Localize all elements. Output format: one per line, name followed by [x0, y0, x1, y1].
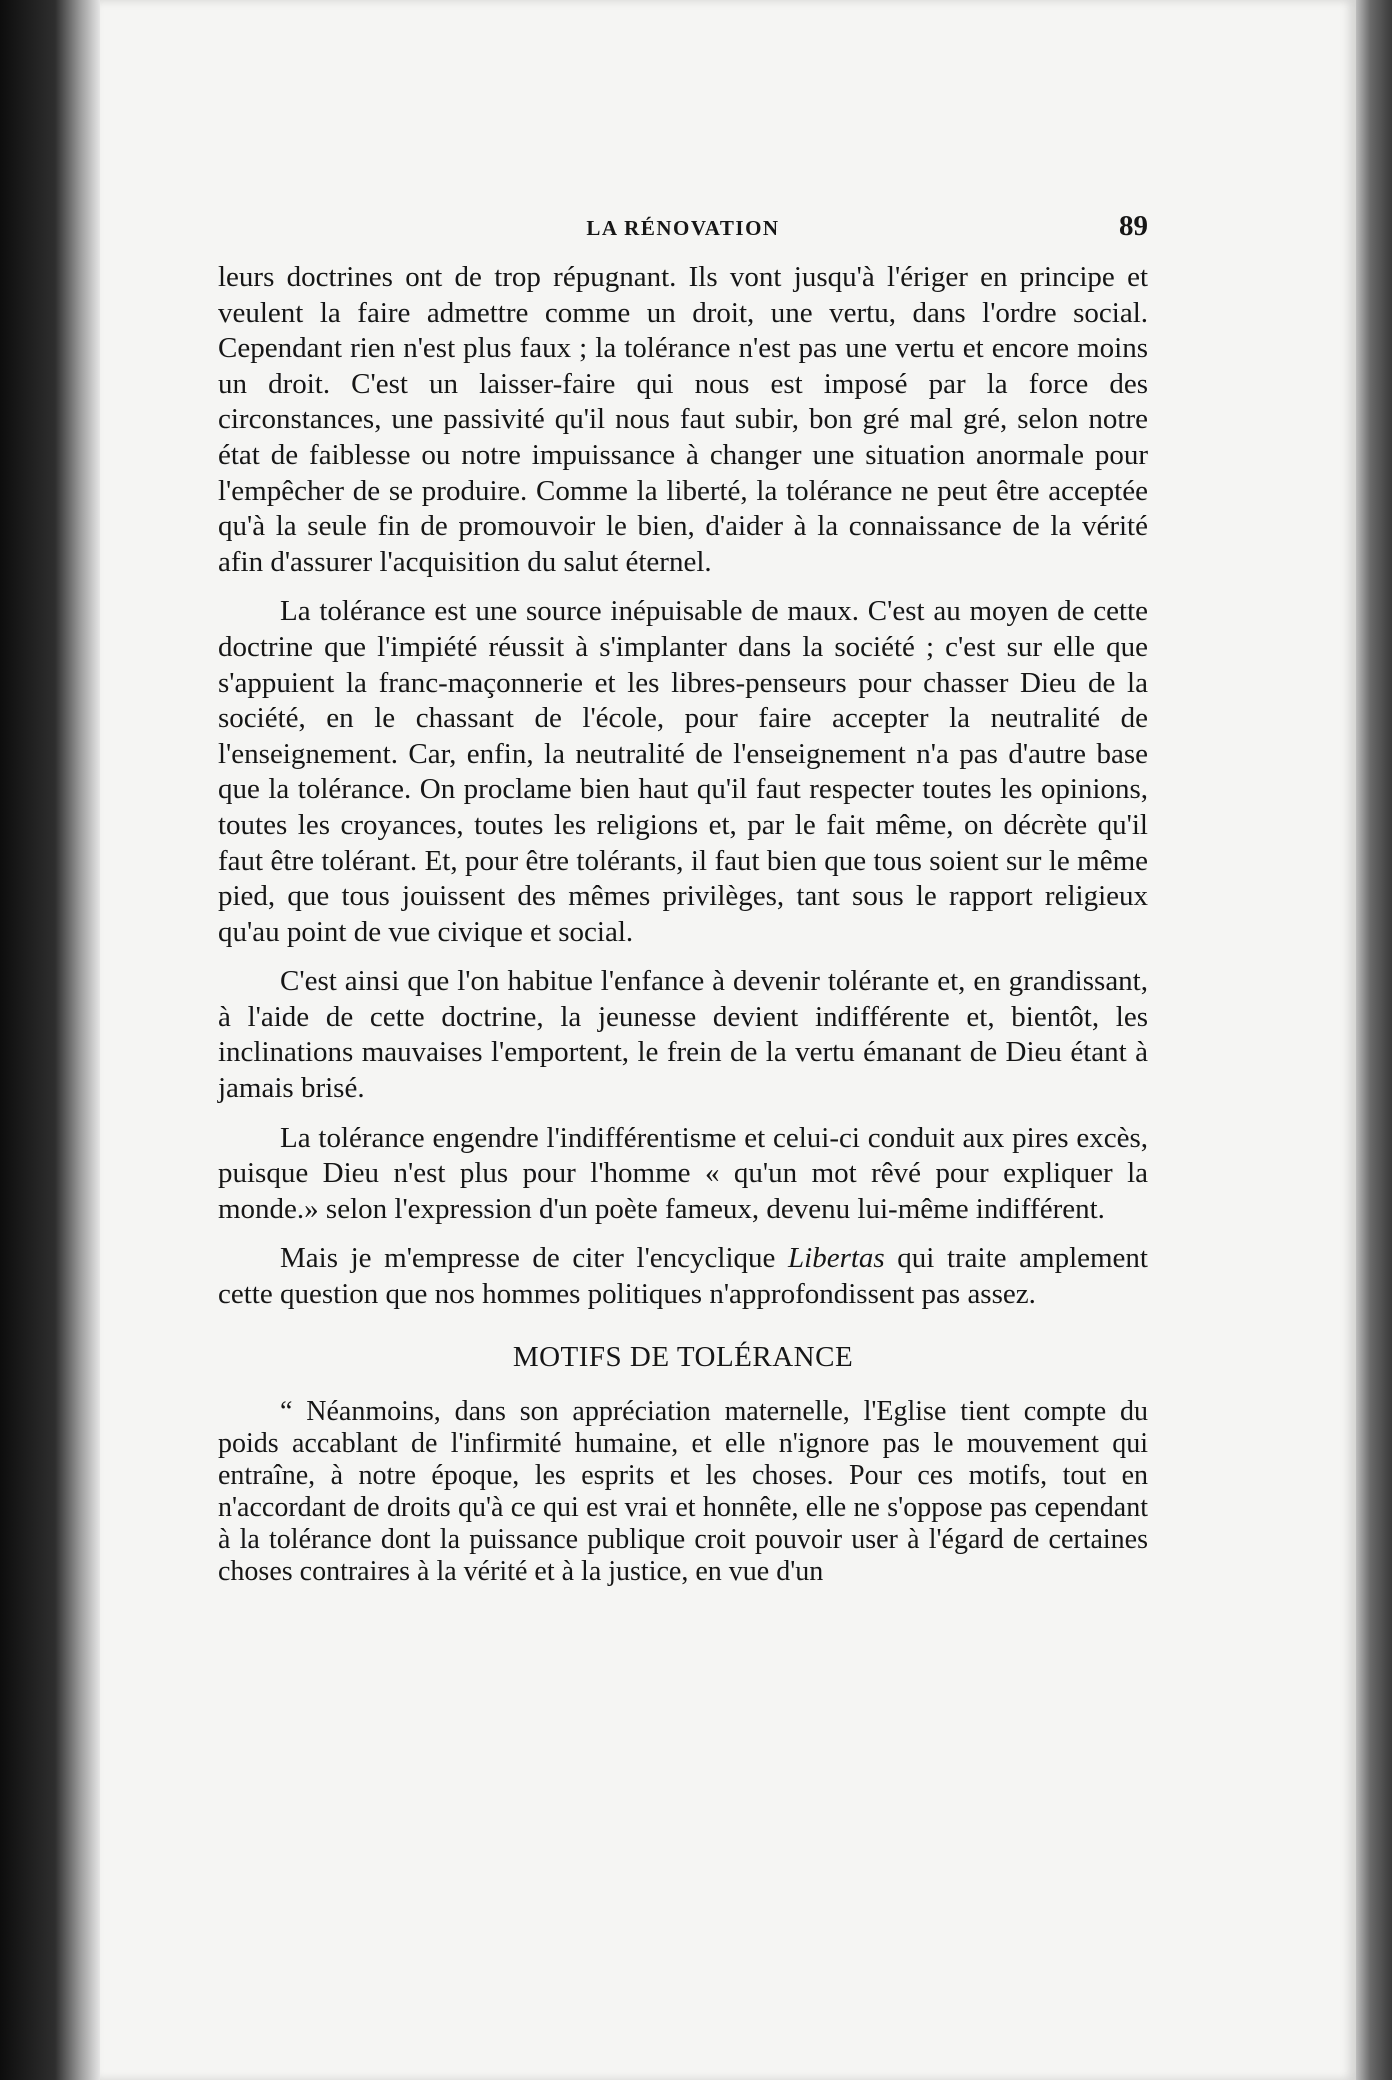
- paragraph-1: leurs doctrines ont de trop répugnant. Ils vont jusqu'à l'ériger en principe et veulent la faire admettre comme un droit, une vertu, dans l'ordre social. Cependant rien n'est plus faux ; la tolérance n'est pas une vertu et encore moins un droit. C'est un laisser-faire qui nous est imposé par la force des circonstances, une passivité qu'il nous faut subir, bon gré mal gré, selon notre état de faiblesse ou notre impuissance à changer une situation anormale pour l'empêcher de se produire. Comme la liberté, la tolérance ne peut être acceptée qu'à la seule fin de promouvoir le bien, d'aider à la connaissance de la vérité afin d'assurer l'acquisition du salut éternel.: [218, 261, 1148, 578]
- text-block: [218, 208, 1148, 1588]
- left-page-edge: [0, 0, 100, 2080]
- running-title: LA RÉNOVATION: [586, 216, 780, 240]
- page-number: 89: [1119, 210, 1148, 242]
- paragraph-2: La tolérance est une source inépuisable de maux. C'est au moyen de cette doctrine que l'impiété réussit à s'implanter dans la société ; c'est sur elle que s'appuient la franc-maçonnerie et les libres-penseurs pour chasser Dieu de la société, en le chassant de l'école, pour faire accepter la neutralité de l'enseignement. Car, enfin, la neutralité de l'enseignement n'a pas d'autre base que la tolérance. On proclame bien haut qu'il faut respecter toutes les opinions, toutes les croyances, toutes les religions et, par le fait même, on décrète qu'il faut être tolérant. Et, pour être tolérants, il faut bien que tous soient sur le même pied, que tous jouissent des mêmes privilèges, tant sous le rapport religieux qu'au point de vue civique et social.: [218, 595, 1148, 948]
- section-heading: MOTIFS DE TOLÉRANCE: [512, 1340, 854, 1373]
- right-page-edge: [1356, 0, 1392, 2080]
- running-head: [218, 208, 1148, 248]
- quoted-paragraph: “ Néanmoins, dans son appréciation maternelle, l'Eglise tient compte du poids accablant de l'infirmité humaine, et elle n'ignore pas le mouvement qui entraîne, à notre époque, les esprits et les choses. Pour ces motifs, tout en n'accordant de droits qu'à ce qui est vrai et honnête, elle ne s'oppose pas cependant à la tolérance dont la puissance publique croit pouvoir user à l'égard de certaines choses contraires à la vérité et à la justice, en vue d'un: [218, 1395, 1148, 1587]
- paragraph-3: C'est ainsi que l'on habitue l'enfance à devenir tolérante et, en grandissant, à l'aide de cette doctrine, la jeunesse devient indifférente et, bientôt, les inclinations mauvaises l'emportent, le frein de la vertu émanant de Dieu étant à jamais brisé.: [218, 965, 1148, 1105]
- encyclical-title: Libertas: [788, 1242, 885, 1275]
- paragraph-5-text-b: qui traite amplement cette question que nos hommes politiques n'approfondissent pas assez.: [218, 1242, 1148, 1311]
- paragraph-4: La tolérance engendre l'indifférentisme et celui-ci conduit aux pires excès, puisque Dieu n'est plus pour l'homme « qu'un mot rêvé pour expliquer la monde.» selon l'expression d'un poète fameux, devenu lui-même indifférent.: [218, 1121, 1148, 1225]
- paragraph-5-text-a: Mais je m'empresse de citer l'encyclique: [280, 1242, 789, 1275]
- paragraph-5: [218, 1241, 1148, 1312]
